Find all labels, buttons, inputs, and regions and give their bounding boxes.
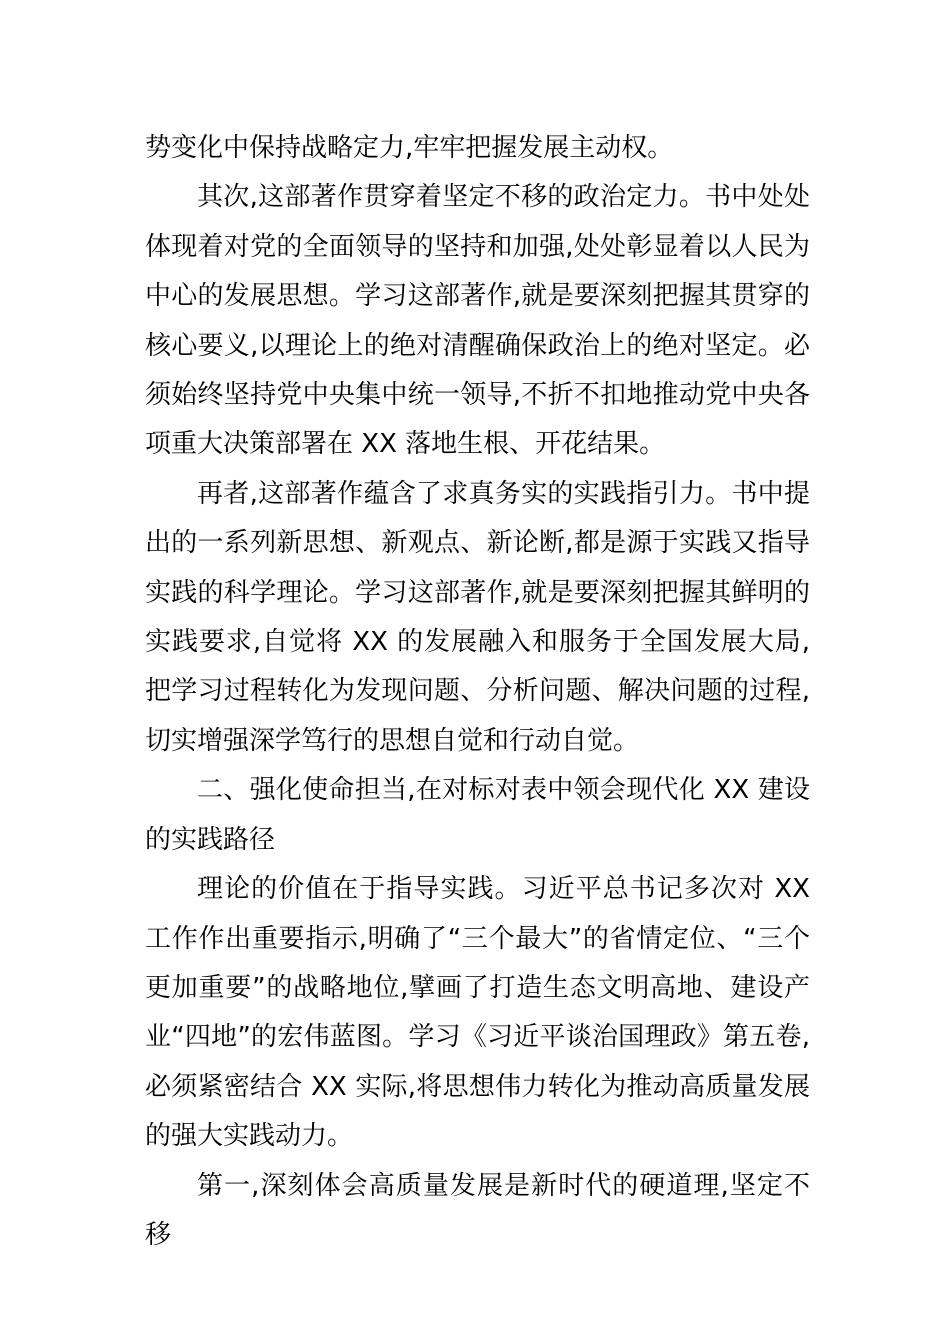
paragraph-practical-guidance: 再者,这部著作蕴含了求真务实的实践指引力。书中提出的一系列新思想、新观点、新论断,都是源于实践又指导实践的科学理论。学习这部著作,就是要深刻把握其鲜明的实践要求,自觉将 XX 的发展融入和服务于全国发展大局,把学习过程转化为发现问题、分析问题、解决问题的过程,切实增强深学笃行的思想自觉和行动自觉。: [145, 478, 810, 756]
paragraph-theory-practice: 理论的价值在于指导实践。习近平总书记多次对 XX 工作作出重要指示,明确了“三个最大”的省情定位、“三个更加重要”的战略地位,擘画了打造生态文明高地、建设产业“四地”的宏伟蓝图。学习《习近平谈治国理政》第五卷,必须紧密结合 XX 实际,将思想伟力转化为推动高质量发展的强大实践动力。: [145, 874, 810, 1152]
paragraph-political-resolve: 其次,这部著作贯穿着坚定不移的政治定力。书中处处体现着对党的全面领导的坚持和加强,处处彰显着以人民为中心的发展思想。学习这部著作,就是要深刻把握其贯穿的核心要义,以理论上的绝对清醒确保政治上的绝对坚定。必须始终坚持党中央集中统一领导,不折不扣地推动党中央各项重大决策部署在 XX 落地生根、开花结果。: [145, 182, 810, 460]
paragraph-continued: 势变化中保持战略定力,牢牢把握发展主动权。: [145, 133, 674, 163]
paragraph-high-quality-development: 第一,深刻体会高质量发展是新时代的硬道理,坚定不移: [145, 1170, 810, 1250]
section-heading-two: 二、强化使命担当,在对标对表中领会现代化 XX 建设的实践路径: [145, 775, 810, 855]
document-body: [145, 124, 810, 1260]
